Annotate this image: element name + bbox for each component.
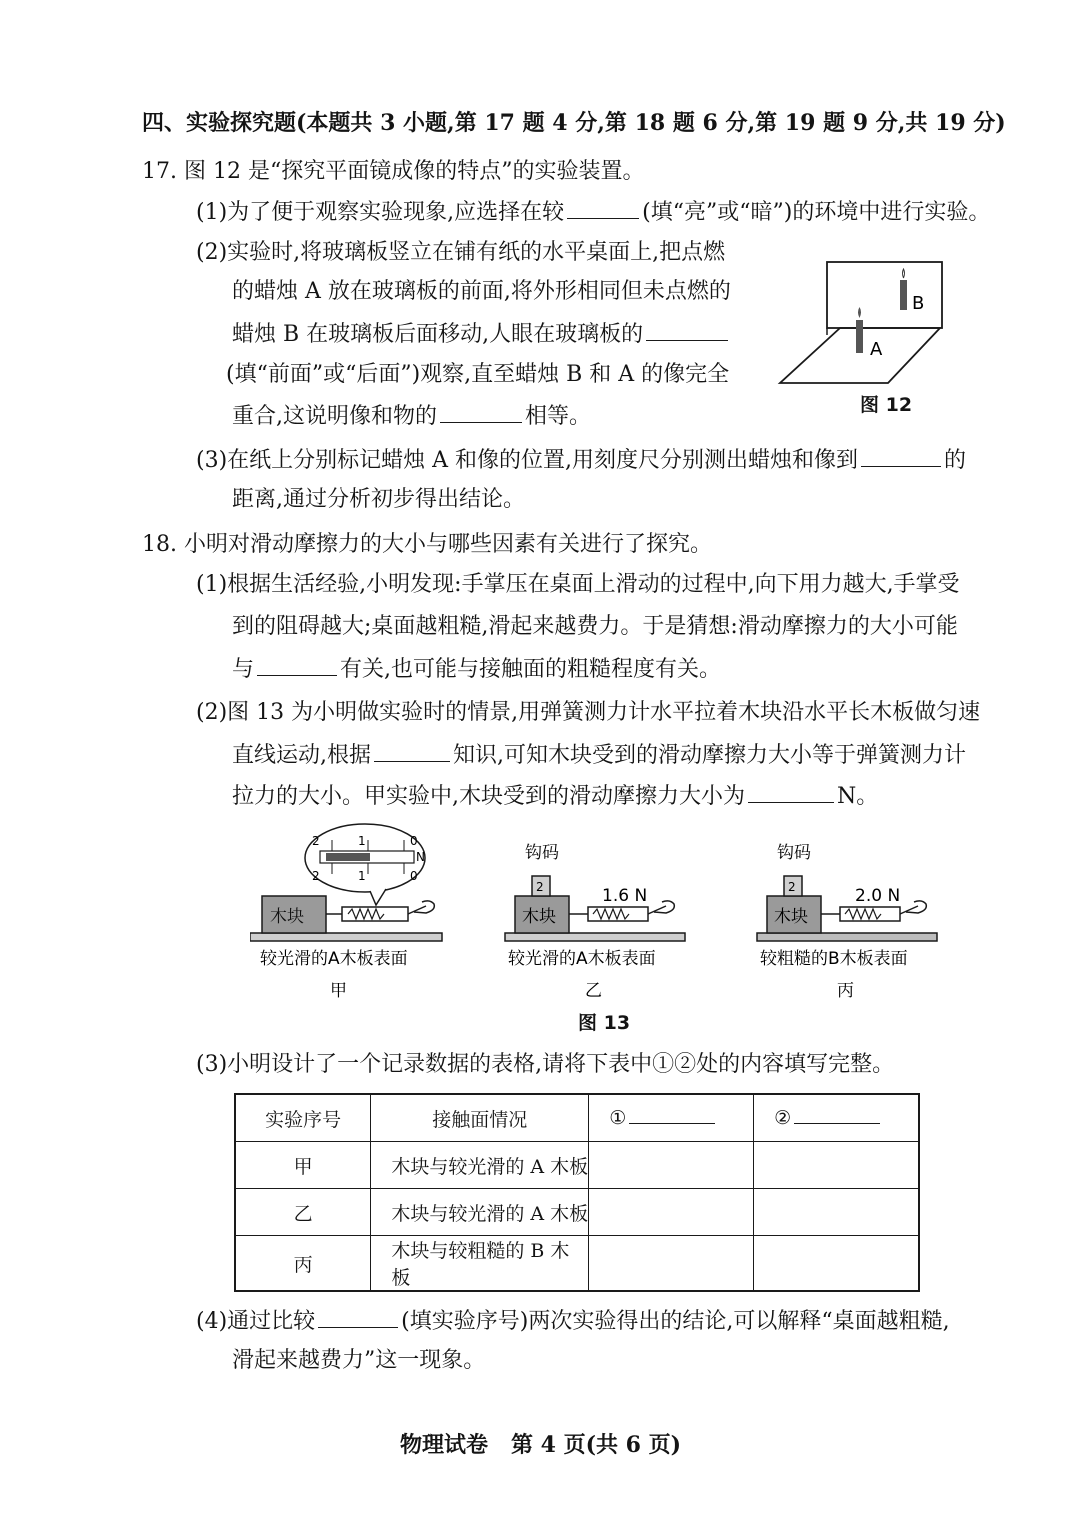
answer-blank[interactable]	[318, 1305, 398, 1328]
panel-yi	[505, 843, 685, 1001]
table-header-cell: 实验序号	[235, 1094, 371, 1142]
answer-blank[interactable]	[257, 653, 337, 676]
q17-part3-line1	[196, 444, 966, 476]
table-cell-empty[interactable]	[754, 1142, 919, 1189]
answer-blank[interactable]	[567, 196, 639, 219]
q17-part1-text-b: (填“亮”或“暗”)的环境中进行实验。	[642, 200, 991, 225]
answer-blank[interactable]	[794, 1107, 880, 1124]
label-a: A	[870, 339, 883, 360]
figure-12-caption: 图 12	[860, 394, 913, 416]
force-reading: 1.6 N	[602, 886, 648, 906]
q17-part3-text-a: (3)在纸上分别标记蜡烛 A 和像的位置,用刻度尺分别测出蜡烛和像到	[196, 448, 859, 473]
q18-part2-line2-text-b: 知识,可知木块受到的滑动摩擦力大小等于弹簧测力计	[453, 743, 966, 768]
q18-part1-line3-text-a: 与	[232, 657, 255, 682]
weight-mark: 2	[536, 880, 544, 894]
table-cell-empty[interactable]	[754, 1236, 919, 1292]
panel-name: 甲	[330, 981, 347, 1001]
q18-part4-line2: 滑起来越费力”这一现象。	[232, 1348, 486, 1373]
q18-part2-line2-text-a: 直线运动,根据	[232, 743, 371, 768]
hand-icon	[408, 901, 434, 914]
q18-part1-line3	[232, 653, 721, 685]
q18-part4-text-a: (4)通过比较	[196, 1309, 316, 1334]
q18-part2-line3-text-b: N。	[837, 784, 879, 809]
table-cell-empty[interactable]	[589, 1236, 754, 1292]
table-header-cell-blank1[interactable]	[589, 1094, 754, 1142]
answer-blank[interactable]	[629, 1107, 715, 1124]
q17-part1-text-a: (1)为了便于观察实验现象,应选择在较	[196, 200, 565, 225]
q17-part2-line1: (2)实验时,将玻璃板竖立在铺有纸的水平桌面上,把点燃	[196, 240, 726, 265]
table-row	[235, 1236, 919, 1292]
q17-part2-line2: 的蜡烛 A 放在玻璃板的前面,将外形相同但未点燃的	[232, 279, 731, 304]
surface-label: 较粗糙的B木板表面	[760, 949, 908, 969]
hand-icon	[900, 901, 926, 914]
candle-a	[856, 320, 863, 353]
answer-blank[interactable]	[646, 318, 728, 341]
q17-stem: 17. 图 12 是“探究平面镜成像的特点”的实验装置。	[142, 159, 645, 184]
weight-mark: 2	[788, 880, 796, 894]
q18-part2-line2	[232, 739, 966, 771]
q18-part1-line2: 到的阻碍越大;桌面越粗糙,滑起来越费力。于是猜想:滑动摩擦力的大小可能	[232, 614, 958, 639]
q17-part2-line5	[232, 400, 591, 432]
table-cell-empty[interactable]	[754, 1189, 919, 1236]
weight-label: 钩码	[525, 843, 559, 863]
gauge-tick: 1	[358, 834, 366, 848]
force-reading: 2.0 N	[855, 886, 901, 906]
q17-part2-line3	[232, 318, 731, 350]
q18-part2-line1: (2)图 13 为小明做实验时的情景,用弹簧测力计水平拉着木块沿水平长木板做匀速	[196, 700, 981, 725]
q17-part3-line2: 距离,通过分析初步得出结论。	[232, 487, 525, 512]
q17-part3-text-b: 的	[944, 448, 967, 473]
surface-label: 较光滑的A木板表面	[260, 949, 408, 969]
gauge-tick: 1	[358, 869, 366, 883]
panel-bing	[757, 843, 937, 1001]
q18-part1-line1: (1)根据生活经验,小明发现:手掌压在桌面上滑动的过程中,向下用力越大,手掌受	[196, 572, 960, 597]
block-label: 木块	[522, 907, 556, 927]
table-cell: 丙	[235, 1236, 371, 1292]
gauge-unit: N	[416, 850, 425, 864]
page-footer: 物理试卷 第 4 页(共 6 页)	[400, 1432, 682, 1458]
table-cell: 木块与较光滑的 A 木板	[371, 1142, 589, 1189]
hand-icon	[648, 901, 674, 914]
q17-part2-line3-text: 蜡烛 B 在玻璃板后面移动,人眼在玻璃板的	[232, 322, 644, 347]
table-header-row	[235, 1094, 919, 1142]
block-label: 木块	[270, 907, 304, 927]
table-cell: 木块与较光滑的 A 木板	[371, 1189, 589, 1236]
answer-blank[interactable]	[861, 444, 941, 467]
table-cell-empty[interactable]	[589, 1189, 754, 1236]
q18-part2-line3-text-a: 拉力的大小。甲实验中,木块受到的滑动摩擦力大小为	[232, 784, 745, 809]
table-cell: 木块与较粗糙的 B 木板	[371, 1236, 589, 1292]
q17-part2-line5-text-a: 重合,这说明像和物的	[232, 404, 437, 429]
q18-part4-line1	[196, 1305, 950, 1337]
block-label: 木块	[774, 907, 808, 927]
figure-13-caption: 图 13	[578, 1012, 631, 1034]
table-row	[235, 1142, 919, 1189]
q17-part1	[196, 196, 990, 228]
circled-one: ①	[609, 1107, 627, 1129]
q18-part1-line3-text-b: 有关,也可能与接触面的粗糙程度有关。	[340, 657, 722, 682]
section-title: 四、实验探究题(本题共 3 小题,第 17 题 4 分,第 18 题 6 分,第 19 题 9 分,共 19 分)	[142, 110, 1006, 136]
panel-name: 乙	[585, 981, 602, 1001]
weight-label: 钩码	[777, 843, 811, 863]
table-cell: 甲	[235, 1142, 371, 1189]
panel-jia	[250, 824, 442, 1001]
table-cell: 乙	[235, 1189, 371, 1236]
q18-part2-line3	[232, 780, 878, 812]
q17-part2-line5-text-b: 相等。	[525, 404, 592, 429]
answer-blank[interactable]	[374, 739, 450, 762]
candle-b	[900, 280, 907, 310]
gauge-tick: 2	[312, 834, 320, 848]
gauge-tick: 2	[312, 869, 320, 883]
table-cell-empty[interactable]	[589, 1142, 754, 1189]
answer-blank[interactable]	[440, 400, 522, 423]
q18-stem: 18. 小明对滑动摩擦力的大小与哪些因素有关进行了探究。	[142, 532, 712, 557]
gauge-tick: 0	[410, 869, 418, 883]
panel-name: 丙	[837, 981, 854, 1001]
figure-13	[250, 818, 950, 1008]
record-table	[234, 1093, 920, 1292]
answer-blank[interactable]	[748, 780, 834, 803]
q18-part4-text-b: (填实验序号)两次实验得出的结论,可以解释“桌面越粗糙,	[401, 1309, 950, 1334]
label-b: B	[912, 293, 925, 314]
surface-label: 较光滑的A木板表面	[508, 949, 656, 969]
table-row	[235, 1189, 919, 1236]
table-header-cell: 接触面情况	[371, 1094, 589, 1142]
gauge-tick: 0	[410, 834, 418, 848]
table-header-cell-blank2[interactable]	[754, 1094, 919, 1142]
q18-part3: (3)小明设计了一个记录数据的表格,请将下表中①②处的内容填写完整。	[196, 1052, 895, 1077]
q17-part2-line4: (填“前面”或“后面”)观察,直至蜡烛 B 和 A 的像完全	[226, 362, 730, 387]
circled-two: ②	[774, 1107, 792, 1129]
